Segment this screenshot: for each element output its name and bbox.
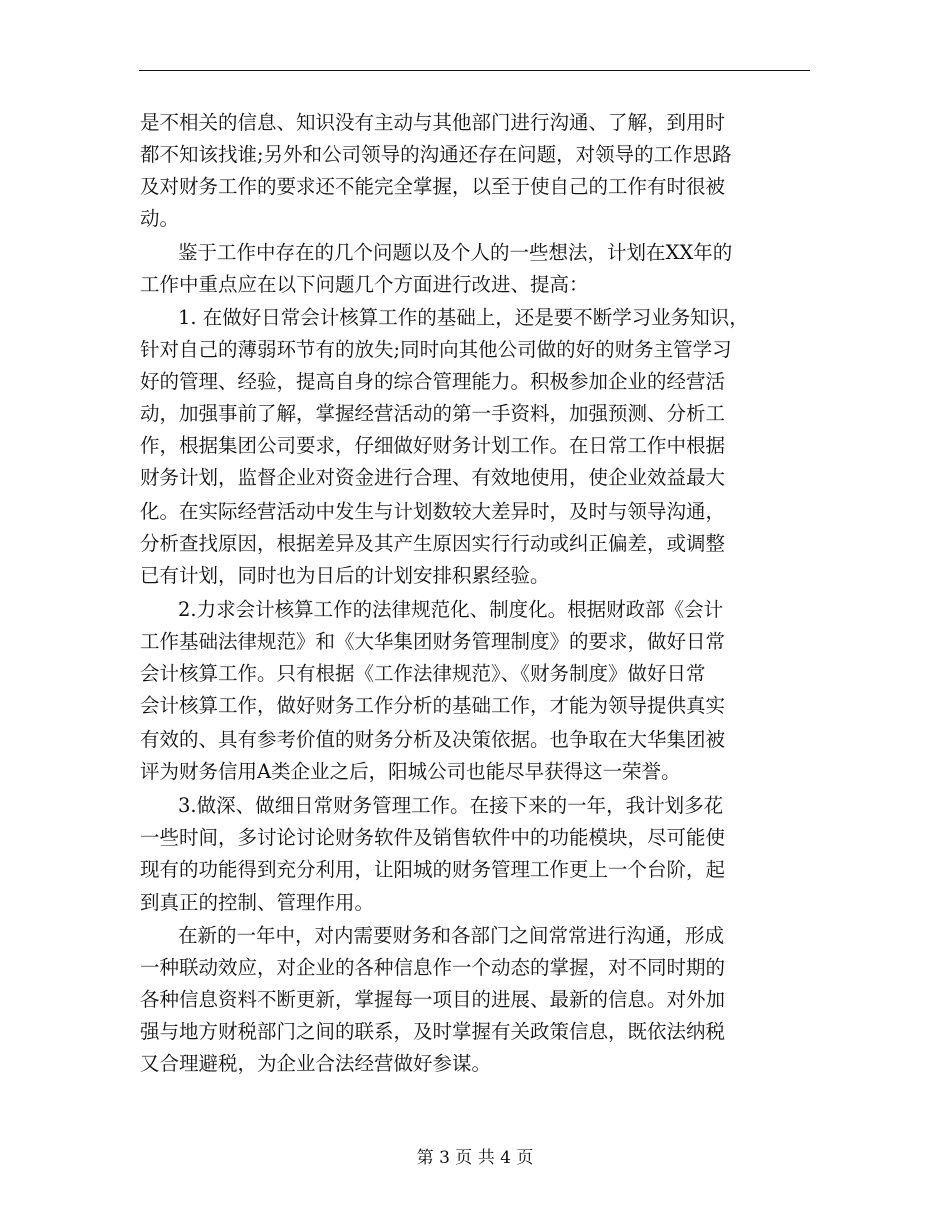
text-line: 现有的功能得到充分利用，让阳城的财务管理工作更上一个台阶，起 — [140, 858, 726, 881]
text-line: 到真正的控制、管理作用。 — [140, 891, 375, 914]
text-line: 2.力求会计核算工作的法律规范化、制度化。根据财政部《会计 — [178, 598, 724, 621]
text-line: 一些时间，多讨论讨论财务软件及销售软件中的功能模块，尽可能使 — [140, 826, 726, 849]
text-line: 动。 — [140, 207, 180, 230]
text-line: 工作基础法律规范》和《大华集团财务管理制度》的要求，做好日常 — [140, 630, 726, 653]
text-line: 动，加强事前了解，掌握经营活动的第一手资料，加强预测、分析工 — [140, 402, 726, 425]
text-line: 分析查找原因，根据差异及其产生原因实行行动或纠正偏差，或调整 — [140, 532, 726, 555]
header-rule — [139, 70, 810, 71]
text-line: 财务计划，监督企业对资金进行合理、有效地使用，使企业效益最大 — [140, 466, 726, 489]
text-line: 针对自己的薄弱环节有的放失;同时向其他公司做的好的财务主管学习 — [140, 338, 732, 361]
text-line: 已有计划，同时也为日后的计划安排积累经验。 — [140, 564, 550, 587]
text-line: 鉴于工作中存在的几个问题以及个人的一些想法，计划在XX年的 — [178, 241, 733, 264]
text-line: 在新的一年中，对内需要财务和各部门之间常常进行沟通，形成 — [178, 924, 725, 947]
text-line: 会计核算工作。只有根据《工作法律规范》、《财务制度》做好日常 — [140, 662, 706, 685]
text-line: 有效的、具有参考价值的财务分析及决策依据。也争取在大华集团被 — [140, 728, 726, 751]
text-line: 工作中重点应在以下问题几个方面进行改进、提高： — [140, 273, 589, 296]
page-footer: 第 3 页 共 4 页 — [416, 1148, 534, 1168]
text-line: 及对财务工作的要求还不能完全掌握，以至于使自己的工作有时很被 — [140, 175, 726, 198]
text-line: 评为财务信用A类企业之后，阳城公司也能尽早获得这一荣誉。 — [140, 760, 681, 783]
text-line: 强与地方财税部门之间的联系，及时掌握有关政策信息，既依法纳税 — [140, 1020, 726, 1043]
text-line: 好的管理、经验，提高自身的综合管理能力。积极参加企业的经营活 — [140, 370, 726, 393]
text-line: 化。在实际经营活动中发生与计划数较大差异时，及时与领导沟通， — [140, 500, 726, 523]
text-line: 3.做深、做细日常财务管理工作。在接下来的一年，我计划多花 — [178, 794, 724, 817]
text-line: 会计核算工作，做好财务工作分析的基础工作，才能为领导提供真实 — [140, 694, 726, 717]
text-line: 1. 在做好日常会计核算工作的基础上，还是要不断学习业务知识， — [178, 306, 749, 329]
text-line: 都不知该找谁;另外和公司领导的沟通还存在问题，对领导的工作思路 — [140, 143, 732, 166]
text-line: 是不相关的信息、知识没有主动与其他部门进行沟通、了解，到用时 — [140, 111, 726, 134]
text-line: 各种信息资料不断更新，掌握每一项目的进展、最新的信息。对外加 — [140, 988, 726, 1011]
text-line: 一种联动效应，对企业的各种信息作一个动态的掌握，对不同时期的 — [140, 956, 726, 979]
text-line: 又合理避税，为企业合法经营做好参谋。 — [140, 1052, 492, 1075]
text-line: 作，根据集团公司要求，仔细做好财务计划工作。在日常工作中根据 — [140, 434, 726, 457]
